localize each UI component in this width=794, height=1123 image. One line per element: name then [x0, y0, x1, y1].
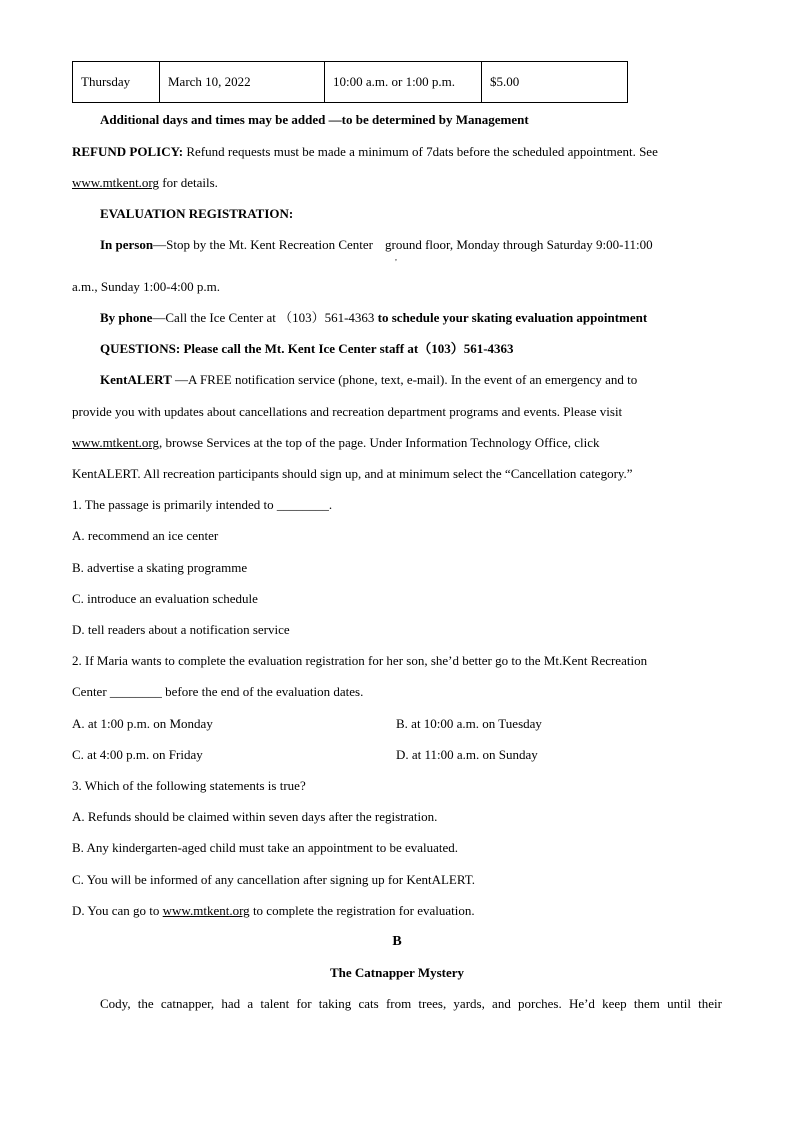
question-2-option-c[interactable]: C. at 4:00 p.m. on Friday — [72, 747, 203, 762]
in-person-line — [100, 237, 653, 253]
question-2-stem-2: Center ________ before the end of the evaluation dates. — [72, 684, 364, 699]
kentalert-label: KentALERT — [100, 372, 172, 387]
by-phone-label: By phone — [100, 310, 153, 325]
questions-line: QUESTIONS: Please call the Mt. Kent Ice Center staff at（103）561-4363 — [100, 341, 514, 356]
kentalert-text-1: —A FREE notification service (phone, text, e-mail). In the event of an emergency and to — [171, 372, 638, 387]
question-3-option-d[interactable] — [72, 903, 475, 919]
kentalert-link[interactable]: www.mtkent.org — [72, 435, 160, 450]
evaluation-heading: EVALUATION REGISTRATION: — [100, 206, 294, 221]
stray-mark: , — [395, 253, 397, 262]
in-person-text-b: ground floor, Monday through Saturday 9:00-11:00 — [384, 237, 653, 252]
additional-notice: Additional days and times may be added —to be determined by Management — [100, 112, 529, 127]
by-phone-bold: to schedule your skating evaluation appointment — [377, 310, 648, 325]
option-d-post: to complete the registration for evaluation. — [249, 903, 475, 918]
kentalert-line-1 — [100, 372, 637, 388]
story-title: The Catnapper Mystery — [329, 965, 465, 980]
by-phone-text: —Call the Ice Center at （103）561-4363 — [152, 310, 378, 325]
kentalert-line-3 — [72, 435, 600, 451]
story-paragraph-line-1: Cody, the catnapper, had a talent for taking cats from trees, yards, and porches. He’d keep them until their — [100, 996, 722, 1011]
question-2-option-b[interactable]: B. at 10:00 a.m. on Tuesday — [396, 716, 542, 731]
question-3-option-c[interactable]: C. You will be informed of any cancellation after signing up for KentALERT. — [72, 872, 475, 887]
option-d-link[interactable]: www.mtkent.org — [162, 903, 250, 918]
in-person-text: —Stop by the Mt. Kent Recreation Center — [153, 237, 373, 252]
refund-label: REFUND POLICY: — [72, 144, 184, 159]
times-cell: 10:00 a.m. or 1:00 p.m. — [325, 62, 482, 103]
price-cell: $5.00 — [482, 62, 628, 103]
by-phone-line — [100, 310, 647, 326]
question-2-option-d[interactable]: D. at 11:00 a.m. on Sunday — [396, 747, 538, 762]
refund-policy-line — [72, 144, 658, 160]
kentalert-line-4: KentALERT. All recreation participants should sign up, and at minimum select the “Cancellation category.” — [72, 466, 633, 481]
kentalert-line-2: provide you with updates about cancellations and recreation department programs and events. Please visit — [72, 404, 623, 419]
question-2-stem-1: 2. If Maria wants to complete the evaluation registration for her son, she’d better go to the Mt.Kent Recreation — [72, 653, 648, 668]
section-letter: B — [392, 934, 402, 949]
day-cell: Thursday — [73, 62, 160, 103]
refund-policy-line-2 — [72, 175, 218, 191]
question-2-option-a[interactable]: A. at 1:00 p.m. on Monday — [72, 716, 213, 731]
refund-link[interactable]: www.mtkent.org — [72, 175, 160, 190]
question-1-option-d[interactable]: D. tell readers about a notification service — [72, 622, 290, 637]
question-3-option-b[interactable]: B. Any kindergarten-aged child must take an appointment to be evaluated. — [72, 840, 459, 855]
refund-text: Refund requests must be made a minimum of 7dats before the scheduled appointment. See — [183, 144, 658, 159]
schedule-table — [72, 61, 628, 103]
question-1-stem: 1. The passage is primarily intended to ________. — [72, 497, 333, 512]
table-row — [73, 62, 628, 103]
question-1-option-a[interactable]: A. recommend an ice center — [72, 528, 219, 543]
question-1-option-b[interactable]: B. advertise a skating programme — [72, 560, 248, 575]
question-3-option-a[interactable]: A. Refunds should be claimed within seven days after the registration. — [72, 809, 438, 824]
refund-text-2: for details. — [159, 175, 218, 190]
kentalert-text-3: , browse Services at the top of the page. Under Information Technology Office, click — [159, 435, 600, 450]
in-person-label: In person — [100, 237, 154, 252]
question-1-option-c[interactable]: C. introduce an evaluation schedule — [72, 591, 258, 606]
date-cell: March 10, 2022 — [160, 62, 325, 103]
question-3-stem: 3. Which of the following statements is true? — [72, 778, 306, 793]
option-d-pre: D. You can go to — [72, 903, 163, 918]
in-person-line-2: a.m., Sunday 1:00-4:00 p.m. — [72, 279, 221, 294]
